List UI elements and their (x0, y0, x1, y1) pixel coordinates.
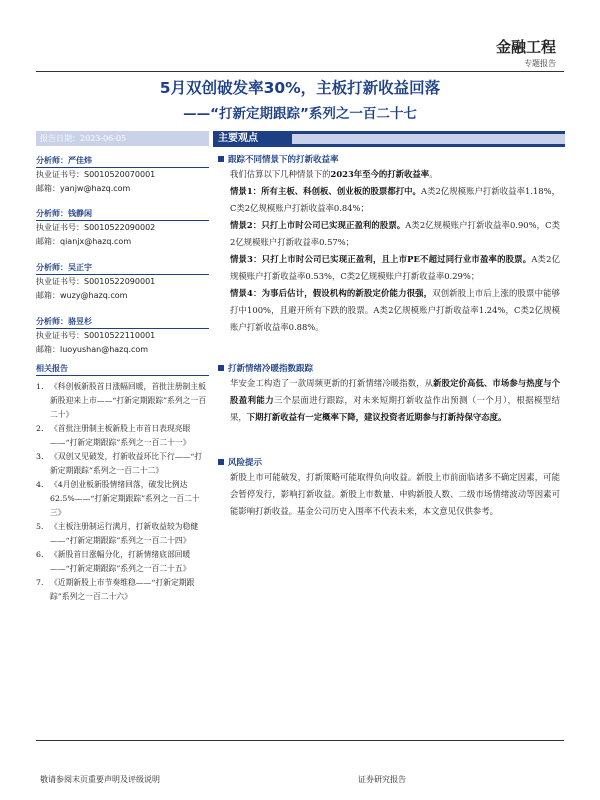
analyst-email[interactable]: 邮箱：qianjx@hazq.com (36, 237, 132, 246)
analyst-cert: 执业证书号：S0010522090001 (36, 277, 156, 286)
section-heading-returns: 跟踪不同情景下的打新收益率 (218, 153, 339, 165)
analyst-email[interactable]: 邮箱：luoyushan@hazq.com (36, 345, 149, 354)
analyst-email[interactable]: 邮箱：yanjw@hazq.com (36, 184, 131, 193)
analyst-card (36, 153, 209, 196)
intro-paragraph: 我们估算以下几种情景下的2023年至今的打新收益率。 (230, 169, 438, 179)
scenario-3: 情景3：只打上市时公司已实现正盈利，且上市PE不超过同行业市盈率的股票。A类2亿规模账户打新收益率0.53%，C类2亿规模账户打新收益率0.29%； (230, 254, 560, 281)
analyst-cert: 执业证书号：S0010520070001 (36, 170, 156, 179)
analyst-name: 分析师：钱静闲 (36, 206, 209, 221)
list-item[interactable]: 7. 《近期新股上市节奏维稳——“打新定期跟踪”系列之一百二十六》 (36, 578, 195, 601)
list-item[interactable]: 2. 《首批注册制主板新股上市首日表现亮眼——“打新定期跟踪”系列之一百二十一》 (36, 424, 191, 447)
scenario-1: 情景1：所有主板、科创板、创业板的股票都打中。A类2亿规模账户打新收益率1.18%，C类2亿规模账户打新收益率0.84%； (230, 186, 561, 213)
analyst-card (36, 206, 209, 249)
section-body-returns (230, 166, 560, 336)
analyst-name: 分析师：吴正宇 (36, 260, 209, 275)
square-bullet-icon (218, 156, 224, 162)
analyst-name: 分析师：骆昱杉 (36, 314, 209, 329)
analyst-email[interactable]: 邮箱：wuzy@hazq.com (36, 291, 128, 300)
analyst-name: 分析师：严佳炜 (36, 153, 209, 168)
related-reports-list (36, 380, 209, 604)
square-bullet-icon (218, 459, 224, 465)
report-date: 报告日期：2023-06-05 (36, 131, 209, 146)
list-item[interactable]: 1. 《科创板新股首日涨幅回暖，首批注册制主板新股迎来上市——“打新定期跟踪”系列之一百二十》 (36, 382, 207, 419)
report-title: 5月双创破发率30%，主板打新收益回落 (159, 79, 441, 97)
analyst-card (36, 260, 209, 303)
key-points-label: 主要观点 (218, 133, 258, 144)
section-heading-sentiment: 打新情绪冷暖指数跟踪 (218, 362, 313, 374)
key-points-strip (292, 134, 565, 144)
scenario-4: 情景4：为事后估计，假设机构的新股定价能力很强，双创新股上市后上涨的股票中能够打中100%，且避开所有下跌的股票。A类2亿规模账户打新收益率1.24%，C类2亿规模账户打新收益率0.88%。 (230, 288, 561, 332)
analyst-cert: 执业证书号：S0010522110001 (36, 331, 156, 340)
analyst-card (36, 314, 209, 357)
list-item[interactable]: 6. 《新股首日涨幅分化，打新情绪底部回暖——“打新定期跟踪”系列之一百二十五》 (36, 550, 191, 573)
list-item[interactable]: 3. 《双创又见破发，打新收益环比下行——“打新定期跟踪”系列之一百二十二》 (36, 452, 203, 475)
report-subtitle: ——“打新定期跟踪”系列之一百二十七 (183, 106, 417, 122)
footer-label: 证券研究报告 (358, 775, 406, 784)
report-type: 专题报告 (524, 59, 556, 68)
section-body-risk: 新股上市可能破发，打新策略可能取得负向收益。新股上市前面临诸多不确定因素，可能会暂停发行，影响打新收益。新股上市数量、申购新股人数、二级市场情绪波动等因素可能影响打新收益。基金公司历史入围率不代表未来，本文意见仅供参考。 (230, 472, 560, 516)
analyst-cert: 执业证书号：S0010522090002 (36, 223, 156, 232)
footer-divider (36, 740, 564, 741)
section-heading-risk: 风险提示 (218, 456, 262, 468)
header-divider (36, 71, 564, 72)
scenario-2: 情景2：只打上市时公司已实现正盈利的股票。A类2亿规模账户打新收益率0.90%，C类2亿规模账户打新收益率0.57%； (230, 220, 561, 247)
section-body-sentiment: 华安金工构造了一款周频更新的打新情绪冷暖指数，从新股定价高低、市场参与热度与个股盈利能力三个层面进行跟踪，对未来短期打新收益作出预测（一个月），根据模型结果，下期打新收益有一定概率下降，建议投资者近期参与打新持保守态度。 (230, 378, 561, 422)
square-bullet-icon (218, 365, 224, 371)
related-reports-heading: 相关报告 (36, 362, 209, 376)
brand-title: 金融工程 (495, 38, 556, 56)
footer-disclaimer: 敬请参阅末页重要声明及评级说明 (40, 775, 160, 784)
list-item[interactable]: 5. 《主板注册制运行满月，打新收益较为稳健——“打新定期跟踪”系列之一百二十四》 (36, 522, 199, 545)
list-item[interactable]: 4. 《4月创业板新股情绪回落，破发比例达62.5%——“打新定期跟踪”系列之一百二十三》 (36, 480, 200, 517)
